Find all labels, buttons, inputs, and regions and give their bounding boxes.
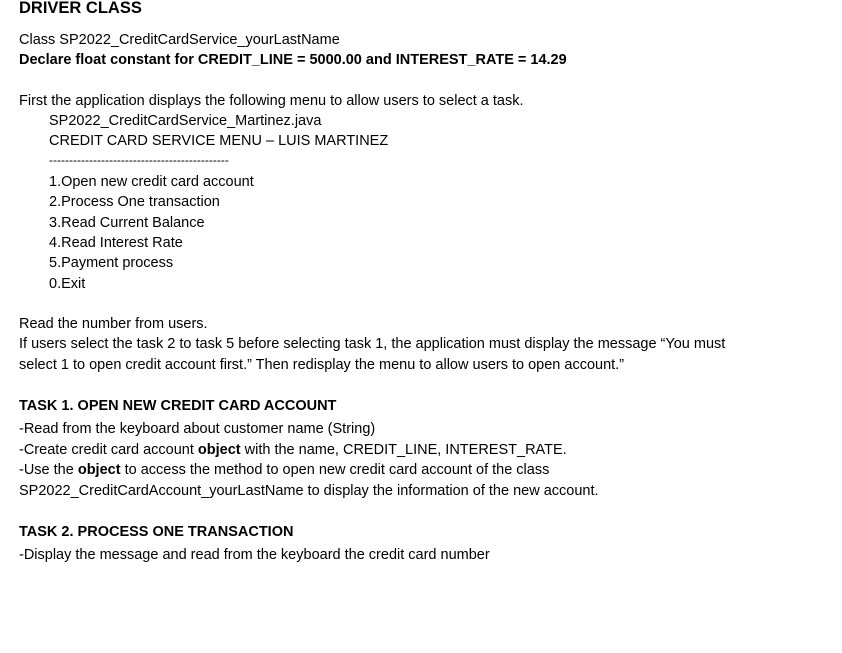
- task1-line-4: SP2022_CreditCardAccount_yourLastName to display the information of the new account.: [19, 483, 599, 499]
- menu-divider: ---------------------------------------------: [49, 153, 229, 167]
- menu-option: 1.Open new credit card account: [49, 174, 254, 190]
- menu-option: 0.Exit: [49, 276, 86, 292]
- intro-paragraph: First the application displays the following menu to allow users to select a task.: [19, 93, 524, 109]
- task1-line-3-pre: -Use the: [19, 462, 78, 478]
- task1-line-3-bold: object: [77, 462, 121, 478]
- rule-line-1: If users select the task 2 to task 5 before selecting task 1, the application must display the message “You must: [19, 336, 726, 352]
- menu-option: 2.Process One transaction: [49, 194, 220, 210]
- menu-filename: SP2022_CreditCardService_Martinez.java: [49, 113, 322, 129]
- menu-header: CREDIT CARD SERVICE MENU – LUIS MARTINEZ: [49, 133, 389, 149]
- task1-heading: TASK 1. OPEN NEW CREDIT CARD ACCOUNT: [19, 398, 337, 414]
- task2-line-1: -Display the message and read from the keyboard the credit card number: [19, 547, 490, 563]
- page-title: DRIVER CLASS: [19, 0, 142, 17]
- menu-option: 4.Read Interest Rate: [49, 235, 183, 251]
- task1-line-2: [19, 440, 567, 460]
- menu-option: 5.Payment process: [49, 255, 174, 271]
- rule-line-2: select 1 to open credit account first.” Then redisplay the menu to allow users to open account.”: [19, 357, 625, 373]
- task2-heading: TASK 2. PROCESS ONE TRANSACTION: [19, 524, 294, 540]
- task1-line-2-post: with the name, CREDIT_LINE, INTEREST_RATE.: [240, 442, 567, 458]
- constant-line: Declare float constant for CREDIT_LINE = 5000.00 and INTEREST_RATE = 14.29: [19, 52, 567, 68]
- task1-line-2-pre: -Create credit card account: [19, 442, 198, 458]
- task1-line-3: [19, 460, 549, 480]
- task1-line-2-bold: object: [197, 442, 241, 458]
- task1-line-1: -Read from the keyboard about customer name (String): [19, 421, 376, 437]
- class-line: Class SP2022_CreditCardService_yourLastName: [19, 32, 340, 48]
- read-number-line: Read the number from users.: [19, 316, 208, 332]
- task1-line-3-post: to access the method to open new credit card account of the class: [120, 462, 550, 478]
- menu-option: 3.Read Current Balance: [49, 215, 205, 231]
